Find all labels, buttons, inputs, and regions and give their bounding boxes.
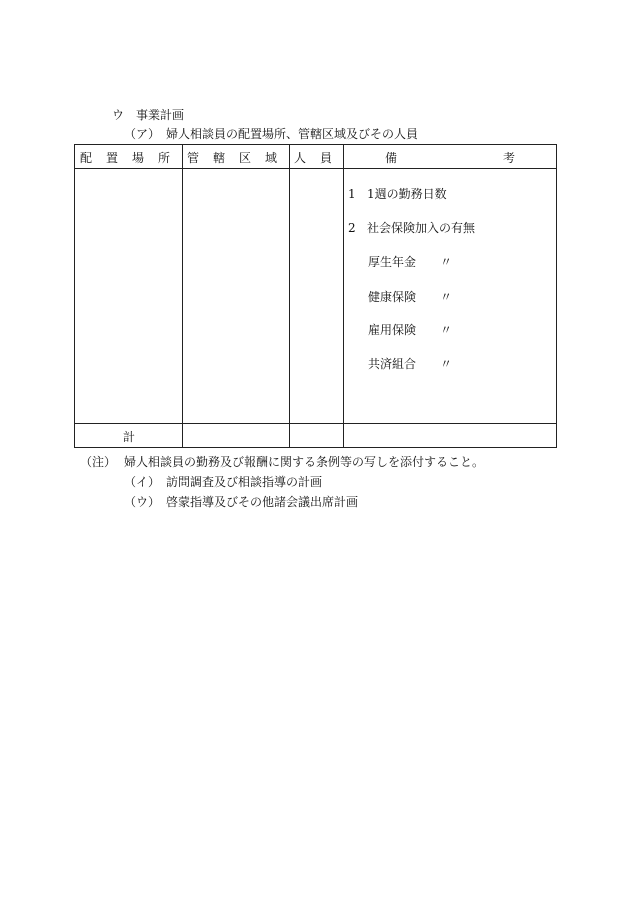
ditto-mark: 〃 [440,323,453,337]
note-label: （注） [80,455,117,469]
subsection-c-heading: （ウ） 啓蒙指導及びその他諸会議出席計画 [124,495,359,509]
insurance-label: 厚生年金 [368,255,417,269]
subsection-a-heading: （ア） 婦人相談員の配置場所、管轄区域及びその人員 [124,127,419,141]
section-title: ウ 事業計画 [112,108,185,122]
remark-num: 2 [348,221,356,235]
remark-text: 社会保険加入の有無 [367,221,476,235]
header-location: 配 置 場 所 [80,151,172,165]
remark-num: 1 [348,187,356,201]
header-district: 管 轄 区 域 [187,151,279,165]
insurance-label: 健康保険 [368,290,417,304]
total-label: 計 [123,430,136,444]
header-staff: 人 員 [294,151,334,165]
insurance-label: 雇用保険 [368,323,417,337]
subsection-b-heading: （イ） 訪問調査及び相談指導の計画 [124,475,323,489]
header-remarks-2: 考 [503,151,516,165]
insurance-label: 共済組合 [368,357,417,371]
ditto-mark: 〃 [440,290,453,304]
ditto-mark: 〃 [440,255,453,269]
remark-text: 1週の勤務日数 [367,187,447,201]
header-remarks-1: 備 [385,151,398,165]
note-text: 婦人相談員の勤務及び報酬に関する条例等の写しを添付すること。 [124,455,485,469]
ditto-mark: 〃 [440,357,453,371]
